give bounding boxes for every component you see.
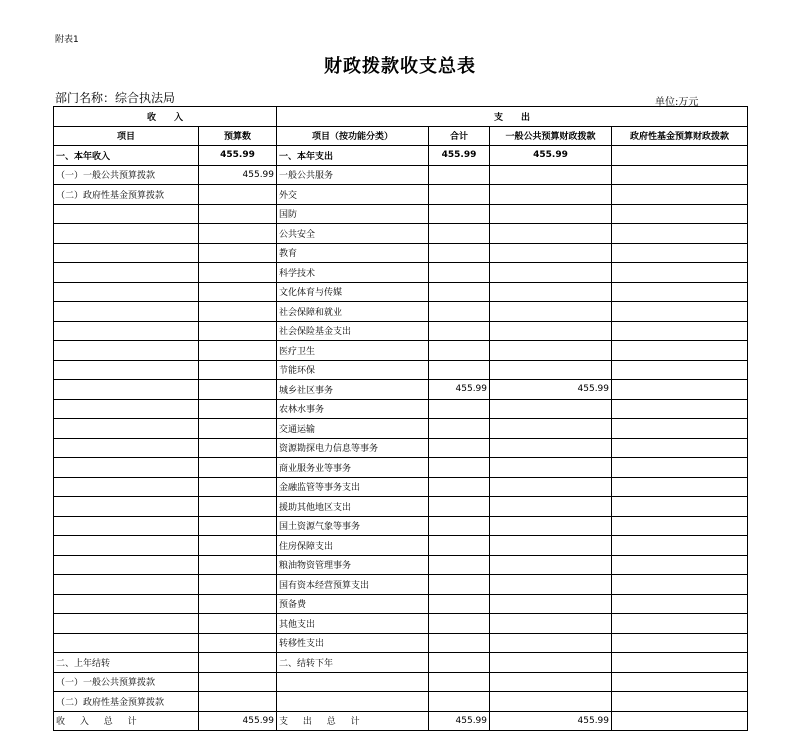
- income-item-cell: 收 入 总 计: [54, 711, 199, 731]
- total-cell: [429, 477, 490, 497]
- total-cell: [429, 536, 490, 556]
- table-row: [54, 321, 748, 341]
- fund-budget-cell: [612, 653, 748, 673]
- total-cell: [429, 185, 490, 205]
- budget-cell: [199, 614, 277, 634]
- fund-budget-cell: [612, 282, 748, 302]
- general-budget-cell: [490, 341, 612, 361]
- general-budget-cell: [490, 360, 612, 380]
- general-budget-cell: [490, 555, 612, 575]
- total-cell: [429, 594, 490, 614]
- table-row: [54, 185, 748, 205]
- budget-cell: [199, 380, 277, 400]
- expense-item-cell: 科学技术: [277, 263, 429, 283]
- general-budget-cell: [490, 497, 612, 517]
- table-row: [54, 711, 748, 731]
- general-budget-cell: [490, 633, 612, 653]
- total-cell: [429, 497, 490, 517]
- budget-cell: [199, 302, 277, 322]
- income-item-cell: （一）一般公共预算拨款: [54, 672, 199, 692]
- fund-budget-cell: [612, 380, 748, 400]
- general-budget-cell: [490, 321, 612, 341]
- total-cell: [429, 516, 490, 536]
- general-budget-cell: [490, 185, 612, 205]
- department-name: 部门名称：综合执法局: [55, 91, 176, 105]
- fund-budget-cell: [612, 321, 748, 341]
- table-row: [54, 438, 748, 458]
- budget-cell: [199, 360, 277, 380]
- income-item-cell: [54, 438, 199, 458]
- income-item-cell: （一）一般公共预算拨款: [54, 165, 199, 185]
- fund-budget-cell: [612, 497, 748, 517]
- general-budget-cell: [490, 516, 612, 536]
- fund-budget-cell: [612, 692, 748, 712]
- income-item-cell: [54, 497, 199, 517]
- total-cell: [429, 165, 490, 185]
- total-cell: [429, 243, 490, 263]
- table-row: [54, 477, 748, 497]
- expense-item-cell: 粮油物资管理事务: [277, 555, 429, 575]
- fund-budget-cell: [612, 516, 748, 536]
- total-cell: [429, 263, 490, 283]
- attachment-label: 附表1: [55, 35, 79, 45]
- table-row: [54, 204, 748, 224]
- budget-cell: [199, 516, 277, 536]
- table-row: [54, 146, 748, 166]
- income-item-cell: [54, 341, 199, 361]
- col-budget-header: 预算数: [199, 126, 277, 146]
- budget-cell: [199, 477, 277, 497]
- table-row: [54, 419, 748, 439]
- fund-budget-cell: [612, 672, 748, 692]
- budget-cell: [199, 438, 277, 458]
- income-item-cell: [54, 458, 199, 478]
- total-cell: [429, 458, 490, 478]
- col-total-header: 合计: [429, 126, 490, 146]
- general-budget-cell: [490, 477, 612, 497]
- general-budget-cell: [490, 282, 612, 302]
- general-budget-cell: [490, 419, 612, 439]
- expense-item-cell: 国土资源气象等事务: [277, 516, 429, 536]
- budget-cell: [199, 536, 277, 556]
- expense-item-cell: 一、本年支出: [277, 146, 429, 166]
- fund-budget-cell: [612, 360, 748, 380]
- table-row: [54, 341, 748, 361]
- income-item-cell: [54, 399, 199, 419]
- table-row: [54, 224, 748, 244]
- general-budget-cell: [490, 614, 612, 634]
- budget-cell: [199, 497, 277, 517]
- header-row-columns: [54, 126, 748, 146]
- total-cell: 455.99: [429, 146, 490, 166]
- col-item-header: 项目: [54, 126, 199, 146]
- general-budget-cell: [490, 692, 612, 712]
- expense-item-cell: 国防: [277, 204, 429, 224]
- general-budget-cell: [490, 302, 612, 322]
- fund-budget-cell: [612, 594, 748, 614]
- income-item-cell: [54, 477, 199, 497]
- general-budget-cell: [490, 653, 612, 673]
- fund-budget-cell: [612, 633, 748, 653]
- total-cell: [429, 692, 490, 712]
- fund-budget-cell: [612, 477, 748, 497]
- total-cell: [429, 419, 490, 439]
- unit-label: 单位:万元: [655, 97, 699, 108]
- budget-cell: [199, 204, 277, 224]
- table-row: [54, 594, 748, 614]
- expense-item-cell: 资源勘探电力信息等事务: [277, 438, 429, 458]
- table-row: [54, 282, 748, 302]
- budget-cell: [199, 692, 277, 712]
- table-row: [54, 575, 748, 595]
- budget-cell: [199, 282, 277, 302]
- col-general-header: 一般公共预算财政拨款: [490, 126, 612, 146]
- fund-budget-cell: [612, 614, 748, 634]
- budget-cell: [199, 594, 277, 614]
- total-cell: [429, 575, 490, 595]
- fund-budget-cell: [612, 185, 748, 205]
- total-cell: [429, 653, 490, 673]
- table-row: [54, 653, 748, 673]
- general-budget-cell: [490, 204, 612, 224]
- budget-cell: [199, 672, 277, 692]
- table-row: [54, 692, 748, 712]
- expense-item-cell: [277, 692, 429, 712]
- expense-item-cell: 公共安全: [277, 224, 429, 244]
- total-cell: [429, 341, 490, 361]
- general-budget-cell: 455.99: [490, 711, 612, 731]
- income-item-cell: [54, 302, 199, 322]
- expense-item-cell: 其他支出: [277, 614, 429, 634]
- table-row: [54, 633, 748, 653]
- total-cell: [429, 360, 490, 380]
- income-item-cell: （二）政府性基金预算拨款: [54, 185, 199, 205]
- expense-item-cell: 节能环保: [277, 360, 429, 380]
- expense-item-cell: 城乡社区事务: [277, 380, 429, 400]
- table-row: [54, 243, 748, 263]
- income-item-cell: 二、上年结转: [54, 653, 199, 673]
- income-item-cell: [54, 633, 199, 653]
- general-budget-cell: [490, 672, 612, 692]
- income-item-cell: [54, 243, 199, 263]
- expense-item-cell: 支 出 总 计: [277, 711, 429, 731]
- expense-item-cell: [277, 672, 429, 692]
- table-row: [54, 672, 748, 692]
- budget-cell: [199, 224, 277, 244]
- budget-cell: [199, 575, 277, 595]
- fiscal-summary-table: [53, 106, 748, 731]
- table-body: [54, 107, 748, 731]
- expense-item-cell: 社会保障和就业: [277, 302, 429, 322]
- fund-budget-cell: [612, 419, 748, 439]
- income-item-cell: [54, 555, 199, 575]
- fund-budget-cell: [612, 458, 748, 478]
- fund-budget-cell: [612, 224, 748, 244]
- table-row: [54, 458, 748, 478]
- expense-item-cell: 外交: [277, 185, 429, 205]
- table-row: [54, 497, 748, 517]
- fund-budget-cell: [612, 341, 748, 361]
- income-item-cell: [54, 614, 199, 634]
- fund-budget-cell: [612, 263, 748, 283]
- total-cell: [429, 438, 490, 458]
- fund-budget-cell: [612, 438, 748, 458]
- general-budget-cell: [490, 224, 612, 244]
- budget-cell: 455.99: [199, 711, 277, 731]
- income-item-cell: [54, 419, 199, 439]
- income-item-cell: [54, 263, 199, 283]
- fund-budget-cell: [612, 711, 748, 731]
- fund-budget-cell: [612, 536, 748, 556]
- expense-item-cell: 交通运输: [277, 419, 429, 439]
- fund-budget-cell: [612, 302, 748, 322]
- budget-cell: [199, 185, 277, 205]
- fund-budget-cell: [612, 399, 748, 419]
- general-budget-cell: 455.99: [490, 380, 612, 400]
- total-cell: [429, 399, 490, 419]
- expense-item-cell: 住房保障支出: [277, 536, 429, 556]
- general-budget-cell: [490, 165, 612, 185]
- col-item-func-header: 项目（按功能分类）: [277, 126, 429, 146]
- fund-budget-cell: [612, 243, 748, 263]
- total-cell: [429, 614, 490, 634]
- income-item-cell: [54, 536, 199, 556]
- general-budget-cell: [490, 399, 612, 419]
- general-budget-cell: [490, 536, 612, 556]
- total-cell: [429, 633, 490, 653]
- fund-budget-cell: [612, 204, 748, 224]
- expense-item-cell: 国有资本经营预算支出: [277, 575, 429, 595]
- general-budget-cell: [490, 594, 612, 614]
- table-row: [54, 536, 748, 556]
- budget-cell: [199, 555, 277, 575]
- expense-section-header: 支 出: [277, 107, 748, 127]
- income-item-cell: [54, 204, 199, 224]
- budget-cell: [199, 263, 277, 283]
- page-title: 财政拨款收支总表: [324, 56, 476, 77]
- expense-item-cell: 文化体育与传媒: [277, 282, 429, 302]
- total-cell: [429, 224, 490, 244]
- col-fund-header: 政府性基金预算财政拨款: [612, 126, 748, 146]
- expense-item-cell: 预备费: [277, 594, 429, 614]
- table-row: [54, 614, 748, 634]
- budget-cell: [199, 399, 277, 419]
- expense-item-cell: 农林水事务: [277, 399, 429, 419]
- table-row: [54, 516, 748, 536]
- general-budget-cell: [490, 458, 612, 478]
- expense-item-cell: 金融监管等事务支出: [277, 477, 429, 497]
- fund-budget-cell: [612, 555, 748, 575]
- fund-budget-cell: [612, 575, 748, 595]
- table-row: [54, 399, 748, 419]
- total-cell: [429, 672, 490, 692]
- total-cell: [429, 555, 490, 575]
- table-row: [54, 302, 748, 322]
- total-cell: [429, 204, 490, 224]
- expense-item-cell: 医疗卫生: [277, 341, 429, 361]
- header-row-sections: [54, 107, 748, 127]
- budget-cell: [199, 633, 277, 653]
- income-item-cell: （二）政府性基金预算拨款: [54, 692, 199, 712]
- income-item-cell: [54, 594, 199, 614]
- budget-cell: 455.99: [199, 165, 277, 185]
- budget-cell: 455.99: [199, 146, 277, 166]
- total-cell: 455.99: [429, 380, 490, 400]
- income-item-cell: 一、本年收入: [54, 146, 199, 166]
- budget-cell: [199, 243, 277, 263]
- expense-item-cell: 二、结转下年: [277, 653, 429, 673]
- total-cell: [429, 282, 490, 302]
- expense-item-cell: 社会保险基金支出: [277, 321, 429, 341]
- general-budget-cell: [490, 575, 612, 595]
- total-cell: 455.99: [429, 711, 490, 731]
- budget-cell: [199, 321, 277, 341]
- budget-cell: [199, 419, 277, 439]
- total-cell: [429, 321, 490, 341]
- expense-item-cell: 援助其他地区支出: [277, 497, 429, 517]
- total-cell: [429, 302, 490, 322]
- budget-cell: [199, 653, 277, 673]
- income-item-cell: [54, 380, 199, 400]
- expense-item-cell: 教育: [277, 243, 429, 263]
- income-item-cell: [54, 360, 199, 380]
- general-budget-cell: [490, 263, 612, 283]
- table-row: [54, 380, 748, 400]
- income-item-cell: [54, 321, 199, 341]
- income-item-cell: [54, 224, 199, 244]
- budget-cell: [199, 458, 277, 478]
- table-row: [54, 165, 748, 185]
- income-item-cell: [54, 282, 199, 302]
- income-section-header: 收 入: [54, 107, 277, 127]
- budget-cell: [199, 341, 277, 361]
- table-row: [54, 360, 748, 380]
- general-budget-cell: 455.99: [490, 146, 612, 166]
- general-budget-cell: [490, 438, 612, 458]
- income-item-cell: [54, 516, 199, 536]
- general-budget-cell: [490, 243, 612, 263]
- expense-item-cell: 商业服务业等事务: [277, 458, 429, 478]
- table-row: [54, 263, 748, 283]
- expense-item-cell: 一般公共服务: [277, 165, 429, 185]
- fund-budget-cell: [612, 165, 748, 185]
- expense-item-cell: 转移性支出: [277, 633, 429, 653]
- income-item-cell: [54, 575, 199, 595]
- fund-budget-cell: [612, 146, 748, 166]
- table-row: [54, 555, 748, 575]
